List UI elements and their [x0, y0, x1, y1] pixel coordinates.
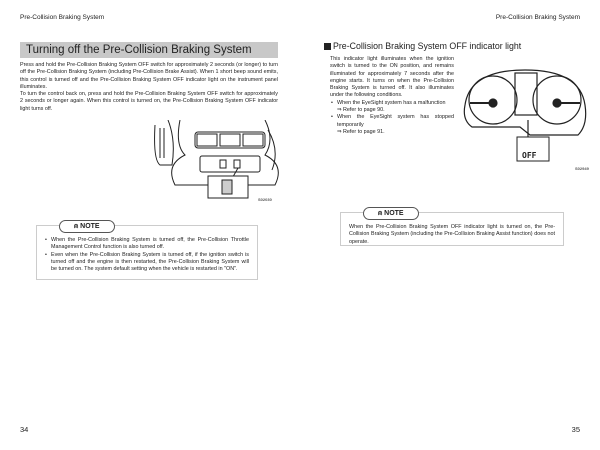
right-running-header: Pre-Collision Braking System: [495, 14, 580, 21]
section-title: Turning off the Pre-Collision Braking System: [20, 42, 278, 58]
note-label: ⍝ NOTE: [59, 220, 115, 233]
note-icon: ⍝: [74, 223, 81, 230]
paragraph: Press and hold the Pre-Collision Braking System OFF switch for approximately 2 seconds (or longer) to turn off the Pre-Collision Braking System (including Pre-Collision Brake Assist). When 1 short beep sound emits, this control is turned off and the Pre-Collision Braking System OFF indicator light on the instrument panel illuminates.: [20, 62, 278, 90]
off-indicator-icon: OFF: [522, 151, 537, 160]
page-number-right: 35: [571, 425, 580, 434]
page-reference-link[interactable]: ⇒ Refer to page 91.: [337, 128, 385, 135]
paragraph: To turn the control back on, press and hold the Pre-Collision Braking System OFF switch for approximately 2 seconds or longer again. When this control is turned on, the Pre-Collision Braking System OFF indicator light turns off.: [20, 91, 278, 112]
right-body: [330, 56, 454, 136]
switch-location-illustration: [150, 120, 280, 200]
figure-code: S02030: [258, 197, 272, 202]
condition-item: • When the EyeSight system has a malfunction ⇒ Refer to page 90.: [337, 100, 454, 115]
note-item: • When the Pre-Collision Braking System is turned off, the Pre-Collision Throttle Management Control function is also turned off.: [51, 237, 249, 252]
paragraph: This indicator light illuminates when the ignition switch is turned to the ON position, and remains illuminated for approximately 7 seconds after the engine starts. It turns on when the Pre-Collision Braking System is turned off. It also illuminates under the following conditions.: [330, 56, 454, 99]
page-number-left: 34: [20, 425, 29, 434]
page-reference-link[interactable]: ⇒ Refer to page 90.: [337, 107, 385, 114]
left-note-box: [36, 225, 258, 280]
note-text: When the Pre-Collision Braking System OFF indicator light is turned on, the Pre-Collision Braking System (including the Pre-Collision Braking Assist function) does not operate.: [349, 224, 555, 245]
left-running-header: Pre-Collision Braking System: [20, 14, 105, 21]
note-icon: ⍝: [378, 210, 385, 217]
left-body: [20, 62, 278, 113]
figure-code: S02949: [575, 166, 589, 171]
right-note-box: [340, 212, 564, 246]
section-heading: Pre-Collision Braking System OFF indicator light: [324, 41, 521, 51]
note-item: • Even when the Pre-Collision Braking System is turned off, if the ignition switch is turned off and the engine is then restarted, the Pre-Collision Braking System will be turned on. The system default setting when the vehicle is restarted in "ON".: [51, 252, 249, 274]
condition-item: • When the EyeSight system has stopped temporarily ⇒ Refer to page 91.: [337, 114, 454, 136]
heading-bullet-icon: [324, 43, 331, 50]
note-label: ⍝ NOTE: [363, 207, 419, 220]
